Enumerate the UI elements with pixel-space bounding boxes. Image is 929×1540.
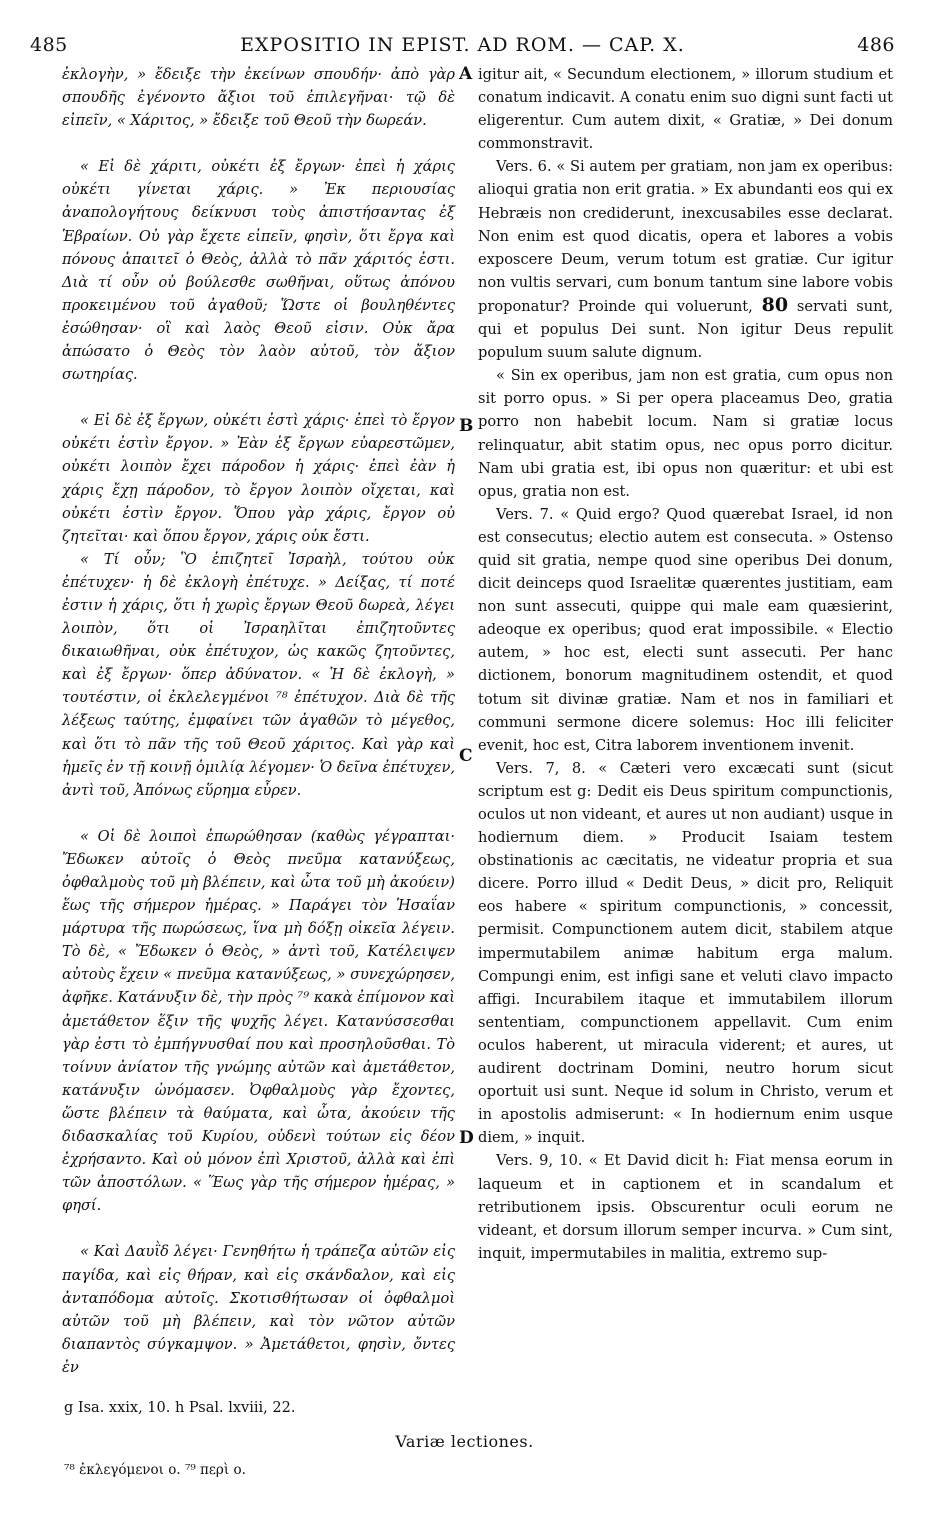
greek-paragraph: ἐκλογὴν, » ἔδειξε τὴν ἐκείνων σπουδήν· ἀπὸ γὰρ σπουδῆς ἐγένοντο ἄξιοι τοῦ ἐπιλεγῆναι· τῷ δὲ εἰπεῖν, « Χάριτος, » ἔδειξε τοῦ Θεοῦ τὴν δωρεάν. (62, 66, 455, 130)
running-header (30, 34, 895, 60)
latin-paragraph: Vers. 9, 10. « Et David dicit h: Fiat mensa eorum in laqueum et in captionem et in scandalum et retributionem ipsis. Obscurentur oculi eorum ne videant, et dorsum illorum semper incurva. » Cum sint, inquit, impermutabiles in malitia, extremo sup- (478, 1152, 893, 1262)
footnote-references: g Isa. xxix, 10. h Psal. lxviii, 22. (64, 1400, 296, 1416)
page-number-left: 485 (30, 34, 68, 56)
latin-text: servati sunt, qui et populus Dei sunt. Non igitur Deus repulit populum suum salute dignum. (478, 297, 894, 362)
latin-text: Vers. 6. « Si autem per gratiam, non jam ex operibus: alioqui gratia non erit gratia. » Ex abundanti eos qui ex Hebræis non crediderunt, inexcusabiles esse declarat. Non enim est quod dicatis, opera et labores a vobis exposcere Deum, verum totum est gratiæ. Cur igitur non vultis servari, cum bonum tantum sine labore vobis proponatur? Proinde qui voluerunt, (478, 158, 893, 315)
margin-letter-b: B (459, 416, 474, 436)
variant-readings: ⁷⁸ ἐκλεγόμενοι ο. ⁷⁹ περὶ ο. (64, 1462, 246, 1478)
latin-paragraph: Vers. 7, 8. « Cæteri vero excæcati sunt (sicut scriptum est g: Dedit eis Deus spiritum compunctionis, oculos ut non videant, et aures ut non audiant) usque in hodiernum diem. » Producit Isaiam testem obstinationis ac cæcitatis, ne videatur propria et sua dicere. Porro illud « Dedit Deus, » dicit pro, Reliquit eos habere « spiritum compunctionis, » concessit, permisit. Compunctionem autem dicit, stabilem atque impermutabilem animæ habitum erga malum. Compungi enim, est infigi sane et veluti clavo impacto affigi. Incurabilem itaque et immutabilem illorum sententiam, compunctionem appellavit. Cum enim oculos haberent, ut miracula viderent; et aures, ut audirent doctrinam Domini, neutro horum sicut oportuit usi sunt. Neque id solum in Christo, verum et in apostolis admiserunt: « In hodiernum enim usque diem, » inquit. (478, 759, 893, 1147)
running-title: EXPOSITIO IN EPIST. AD ROM. — CAP. X. (240, 34, 685, 56)
latin-paragraph: « Sin ex operibus, jam non est gratia, cum opus non sit porro opus. » Si per opera placeamus Deo, gratia porro non habebit locum. Nam si gratiæ locus relinquatur, abit statim opus, nec opus porro dicitur. Nam ubi gratia est, ibi opus non quæritur: et ubi est opus, gratia non est. (478, 367, 893, 500)
greek-column (62, 63, 455, 1379)
greek-paragraph: « Τί οὖν; Ὃ ἐπιζητεῖ Ἰσραὴλ, τούτου οὐκ ἐπέτυχεν· ἡ δὲ ἐκλογὴ ἐπέτυχε. » Δείξας, τί ποτέ ἐστιν ἡ χάρις, ὅτι ἡ χωρὶς ἔργων Θεοῦ δωρεὰ, λέγει λοιπὸν, ὅτι οἱ Ἰσραηλῖται ἐπιζητοῦντες δικαιωθῆναι, οὐκ ἐπέτυχον, ὡς κακῶς ζητοῦντες, καὶ ἐξ ἔργων· ὅπερ ἀδύνατον. « Ἡ δὲ ἐκλογὴ, » τουτέστιν, οἱ ἐκλελεγμένοι ⁷⁸ ἐπέτυχον. Διὰ δὲ τῆς λέξεως ταύτης, ἐμφαίνει τῶν ἀγαθῶν τὸ μέγεθος, καὶ ὅτι τὸ πᾶν τῆς τοῦ Θεοῦ χάριτος. Καὶ γὰρ καὶ ἡμεῖς ἐν τῇ κοινῇ ὁμιλίᾳ λέγομεν· Ὁ δεῖνα ἐπέτυχεν, ἀντὶ τοῦ, Ἀπόνως εὕρημα εὗρεν. (62, 550, 455, 799)
margin-letter-c: C (459, 746, 473, 766)
greek-paragraph: « Οἱ δὲ λοιποὶ ἐπωρώθησαν (καθὼς γέγραπται· Ἔδωκεν αὐτοῖς ὁ Θεὸς πνεῦμα κατανύξεως, ὀφθαλμοὺς τοῦ μὴ βλέπειν, καὶ ὦτα τοῦ μὴ ἀκούειν) ἕως τῆς σήμερον ἡμέρας. » Παράγει τὸν Ἡσαΐαν μάρτυρα τῆς πωρώσεως, ἵνα μὴ δόξῃ οἰκεῖα λέγειν. Τὸ δὲ, « Ἔδωκεν ὁ Θεὸς, » ἀντὶ τοῦ, Κατέλειψεν αὐτοὺς ἔχειν « πνεῦμα κατανύξεως, » συνεχώρησεν, ἀφῆκε. Κατάνυξιν δὲ, τὴν πρὸς ⁷⁹ κακὰ ἐπίμονον καὶ ἀμετάθετον ἕξιν τῆς ψυχῆς λέγει. Κατανύσσεσθαι γὰρ ἐστι τὸ ἐμπήγνυσθαί που καὶ προσηλοῦσθαι. Τὸ τοίνυν ἀνίατον τῆς γνώμης αὐτῶν καὶ ἀμετάθετον, κατάνυξιν ὠνόμασεν. Ὀφθαλμοὺς γὰρ ἔχοντες, ὥστε βλέπειν τὰ θαύματα, καὶ ὦτα, ἀκούειν τῆς διδασκαλίας τοῦ Κυρίου, οὐδενὶ τούτων εἰς δέον ἐχρήσαντο. Καὶ οὐ μόνον ἐπὶ Χριστοῦ, ἀλλὰ καὶ ἐπὶ τῶν ἀποστόλων. « Ἕως γὰρ τῆς σήμερον ἡμέρας, » φησί. (62, 827, 455, 1215)
latin-paragraph: igitur ait, « Secundum electionem, » illorum studium et conatum indicavit. A conatu enim suo digni sunt facti ut eligerentur. Cum autem dixit, « Gratiæ, » Dei donum commonstravit. (478, 66, 893, 153)
latin-column (478, 63, 893, 1265)
margin-letter-a: A (459, 64, 473, 84)
latin-paragraph (478, 155, 893, 364)
greek-paragraph: « Εἰ δὲ ἐξ ἔργων, οὐκέτι ἐστὶ χάρις· ἐπεὶ τὸ ἔργον οὐκέτι ἐστὶν ἔργον. » Ἐὰν ἐξ ἔργων εὐαρεστῶμεν, οὐκέτι λοιπὸν ἔχει πάροδον ἡ χάρις· ἐπεὶ ἐὰν ἡ χάρις ἔχῃ πάροδον, τὸ ἔργον λοιπὸν οἴχεται, καὶ οὐκέτι ἐστὶν ἔργον. Ὅπου γὰρ χάρις, ἔργον οὐ ζητεῖται· καὶ ὅπου ἔργον, χάρις οὐκ ἔστι. (62, 412, 455, 545)
greek-paragraph: « Καὶ Δαυῒδ λέγει· Γενηθήτω ἡ τράπεζα αὐτῶν εἰς παγίδα, καὶ εἰς θήραν, καὶ εἰς σκάνδαλον, καὶ εἰς ἀνταπόδομα αὐτοῖς. Σκοτισθήτωσαν οἱ ὀφθαλμοὶ αὐτῶν τοῦ μὴ βλέπειν, καὶ τὸν νῶτον αὐτῶν διαπαντὸς σύγκαμψον. » Ἀμετάθετοι, φησὶν, ὄντες ἐν (62, 1243, 455, 1376)
margin-letter-d: D (459, 1128, 474, 1148)
greek-paragraph: « Εἰ δὲ χάριτι, οὐκέτι ἐξ ἔργων· ἐπεὶ ἡ χάρις οὐκέτι γίνεται χάρις. » Ἐκ περιουσίας ἀναπολογήτους δείκνυσι τοὺς ἀπιστήσαντας ἐξ Ἑβραίων. Οὐ γὰρ ἔχετε εἰπεῖν, φησὶν, ὅτι ἔργα καὶ πόνους ἀπαιτεῖ ὁ Θεὸς, ἀλλὰ τὸ πᾶν χάριτός ἐστι. Διὰ τί οὖν οὐ βούλεσθε σωθῆναι, οὕτως ἀπόνου προκειμένου τοῦ ἀγαθοῦ; Ὥστε οἱ βουληθέντες ἐσώθησαν· οἳ καὶ λαὸς Θεοῦ εἰσιν. Οὐκ ἄρα ἀπώσατο ὁ Θεὸς τὸν λαὸν αὐτοῦ, τὸν ἄξιον σωτηρίας. (62, 158, 455, 384)
latin-paragraph: Vers. 7. « Quid ergo? Quod quærebat Israel, id non est consecutus; electio autem est consecuta. » Ostenso quid sit gratia, nempe quod sine operibus Dei donum, dicit deinceps quod Israelitæ quærentes justitiam, eam non sunt assecuti, quippe qui male eam quæsierint, adeoque ex operibus; quod erat impossibile. « Electio autem, » hoc est, electi sunt assecuti. Per hanc dictionem, bonorum magnitudinem ostendit, et quod totum sit divinæ gratiæ. Nam et nos in familiari et communi sermone dicere solemus: Hoc illi feliciter evenit, hoc est, Citra laborem inventionem invenit. (478, 505, 893, 754)
folio-number: 80 (761, 293, 789, 316)
variae-lectiones-heading: Variæ lectiones. (395, 1432, 534, 1451)
page-number-right: 486 (857, 34, 895, 56)
